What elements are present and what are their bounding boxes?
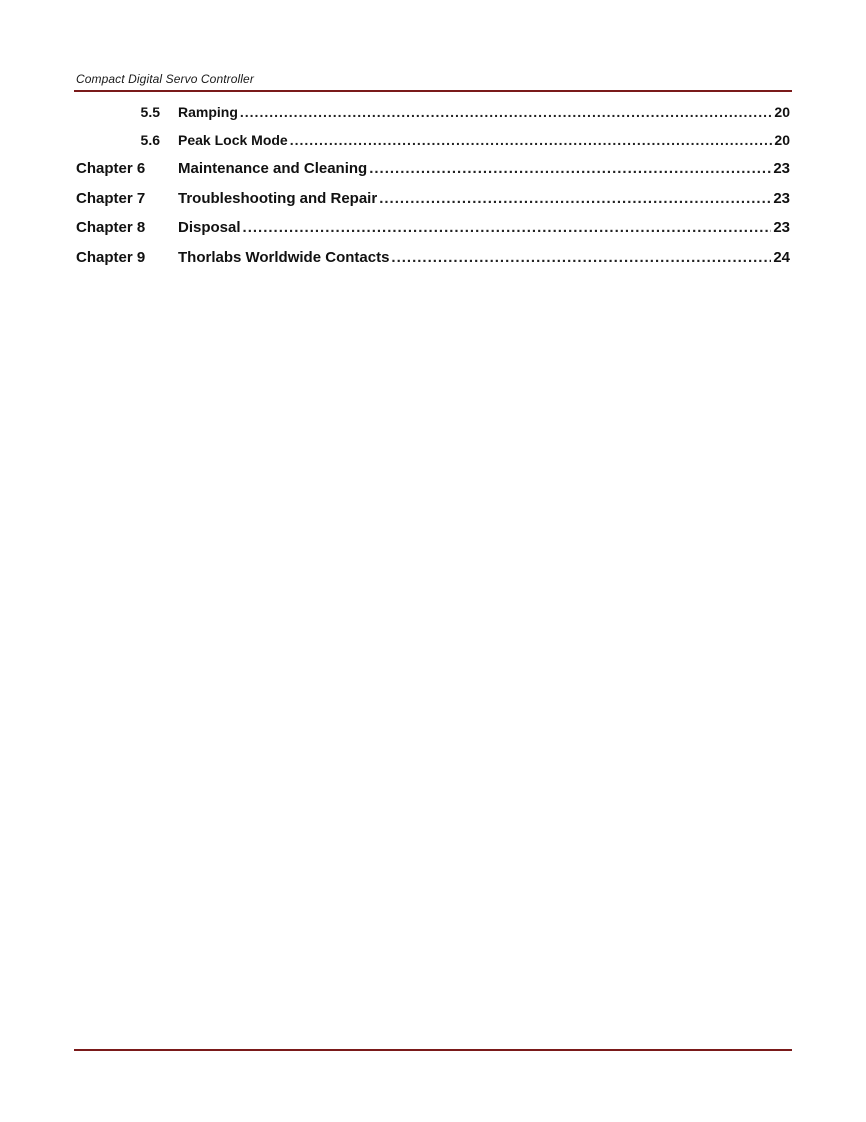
toc-entry-chapter-6[interactable] <box>76 154 790 184</box>
toc-page-number: 23 <box>773 160 790 177</box>
toc-dot-leader <box>243 213 772 243</box>
toc-dot-leader <box>391 243 771 273</box>
running-header: Compact Digital Servo Controller <box>76 72 254 86</box>
toc-page-number: 24 <box>773 248 790 266</box>
toc-page-number: 23 <box>773 189 790 207</box>
toc-chapter-title: Thorlabs Worldwide Contacts <box>178 248 390 266</box>
toc-section-number: 5.5 <box>140 104 160 120</box>
toc-entry-chapter-9[interactable] <box>76 243 790 273</box>
toc-dot-leader <box>290 126 773 154</box>
toc-dot-leader <box>240 98 773 126</box>
toc-page-number: 20 <box>774 132 790 148</box>
toc-dot-leader <box>369 154 771 184</box>
toc-chapter-title: Troubleshooting and Repair <box>178 189 378 207</box>
toc-entry-section-5-6[interactable] <box>76 126 790 154</box>
toc-chapter-label: Chapter 7 <box>76 189 146 207</box>
toc-entry-section-5-5[interactable] <box>76 98 790 126</box>
toc-chapter-title: Maintenance and Cleaning <box>178 160 368 177</box>
toc-chapter-label: Chapter 6 <box>76 160 146 177</box>
toc-section-title: Peak Lock Mode <box>178 132 288 148</box>
footer-rule <box>74 1049 792 1051</box>
toc-entry-chapter-8[interactable] <box>76 213 790 243</box>
toc-section-number: 5.6 <box>140 132 160 148</box>
toc-page-number: 20 <box>774 104 790 120</box>
toc-chapter-label: Chapter 9 <box>76 248 146 266</box>
toc-chapter-title: Disposal <box>178 219 241 236</box>
header-rule <box>74 90 792 92</box>
toc-dot-leader <box>379 184 771 214</box>
toc-chapter-label: Chapter 8 <box>76 219 146 236</box>
table-of-contents <box>76 98 790 272</box>
toc-section-title: Ramping <box>178 104 238 120</box>
toc-page-number: 23 <box>773 219 790 236</box>
toc-entry-chapter-7[interactable] <box>76 184 790 214</box>
